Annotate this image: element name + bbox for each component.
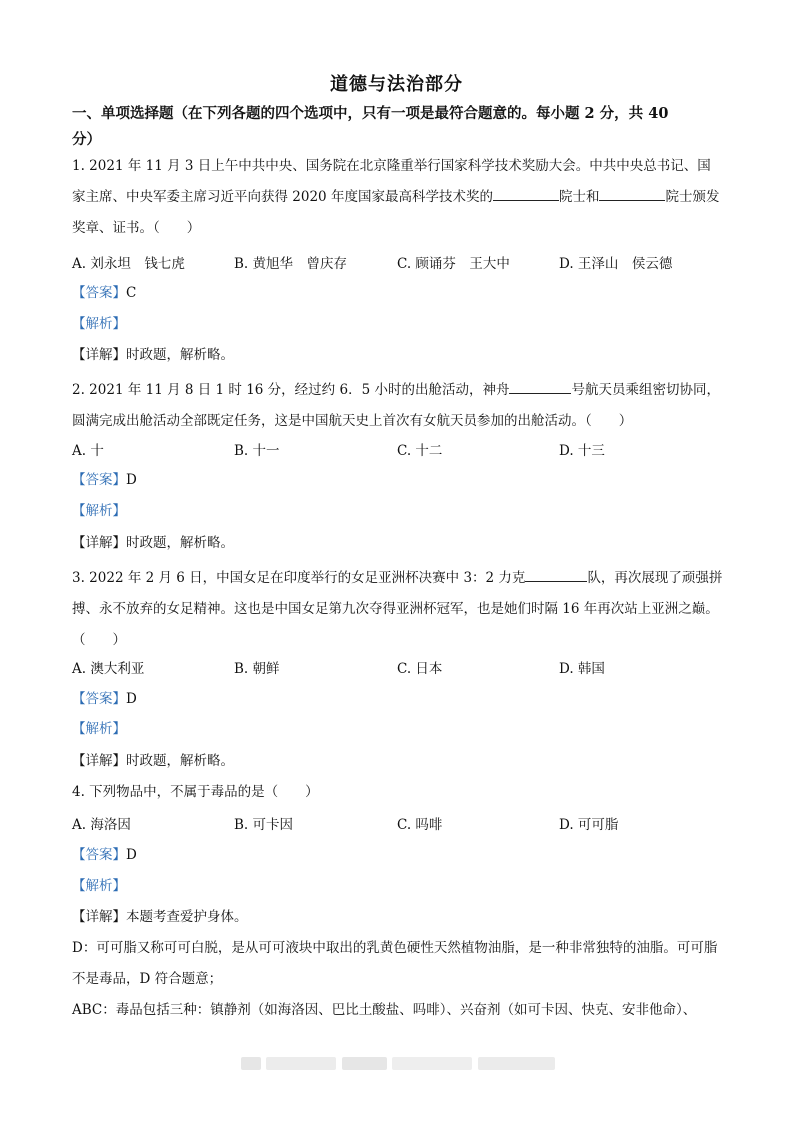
option-a: A. 十 xyxy=(72,443,104,459)
option-c: C. 顾诵芬 王大中 xyxy=(397,256,510,272)
option-b: B. 可卡因 xyxy=(234,817,294,833)
answer-value: C xyxy=(126,285,137,301)
option-b: B. 朝鲜 xyxy=(234,661,280,677)
analysis-label: 【解析】 xyxy=(72,878,126,894)
analysis-label: 【解析】 xyxy=(72,721,126,737)
detail-line: 【详解】时政题，解析略。 xyxy=(72,535,234,551)
answer-blank xyxy=(493,186,559,201)
option-a: A. 澳大利亚 xyxy=(72,661,145,677)
option-b: B. 黄旭华 曾庆存 xyxy=(234,256,348,272)
answer-line: 【答案】C xyxy=(72,285,137,301)
analysis-label: 【解析】 xyxy=(72,316,126,332)
answer-line: 【答案】D xyxy=(72,847,137,863)
watermark-block xyxy=(241,1057,261,1070)
option-a: A. 刘永坦 钱七虎 xyxy=(72,256,185,272)
question-4-options xyxy=(72,813,732,833)
answer-value: D xyxy=(126,691,137,707)
option-d: D. 十三 xyxy=(559,443,605,459)
option-c: C. 十二 xyxy=(397,443,443,459)
option-a: A. 海洛因 xyxy=(72,817,131,833)
detail-line: 【详解】时政题，解析略。 xyxy=(72,347,234,363)
question-4-stem: 4. 下列物品中，不属于毒品的是（ ） xyxy=(72,784,319,800)
option-d: D. 韩国 xyxy=(559,661,605,677)
watermark-block xyxy=(342,1057,387,1070)
question-2-stem: 2. 2021 年 11 月 8 日 1 时 16 分，经过约 6．5 小时的出舱活动，神舟 号航天员乘组密切协同，圆满完成出舱活动全部既定任务，这是中国航天史上首次有女航天员参加的出舱活动。（ ） xyxy=(72,375,724,437)
option-d: D. 可可脂 xyxy=(559,817,619,833)
option-d: D. 王泽山 侯云德 xyxy=(559,256,673,272)
detail-line: 【详解】本题考查爱护身体。 xyxy=(72,909,248,925)
answer-blank xyxy=(599,186,665,201)
answer-value: D xyxy=(126,847,137,863)
watermark-block xyxy=(478,1057,555,1070)
answer-line: 【答案】D xyxy=(72,691,137,707)
explanation-abc: ABC：毒品包括三种：镇静剂（如海洛因、巴比土酸盐、吗啡）、兴奋剂（如可卡因、快克、安非他命）、 xyxy=(72,1002,697,1018)
section-heading xyxy=(72,101,732,153)
page-title: 道德与法治部分 xyxy=(330,74,463,95)
option-c: C. 吗啡 xyxy=(397,817,443,833)
explanation-d: D：可可脂又称可可白脱，是从可可液块中取出的乳黄色硬性天然植物油脂，是一种非常独特的油脂。可可脂不是毒品，D 符合题意； xyxy=(72,940,718,987)
question-3-stem: 3. 2022 年 2 月 6 日，中国女足在印度举行的女足亚洲杯决赛中 3：2 力克 队，再次展现了顽强拼搏、永不放弃的女足精神。这也是中国女足第九次夺得亚洲杯冠军，也是她们时隔 16 年再次站上亚洲之巅。（ ） xyxy=(72,563,724,656)
watermark-block xyxy=(266,1057,336,1070)
answer-line: 【答案】D xyxy=(72,472,137,488)
watermark-block xyxy=(392,1057,472,1070)
question-2-options xyxy=(72,439,732,459)
answer-value: D xyxy=(126,472,137,488)
section-heading-line2: 分） xyxy=(72,131,101,148)
question-1-options xyxy=(72,252,732,272)
option-b: B. 十一 xyxy=(234,443,280,459)
answer-blank xyxy=(525,567,587,582)
detail-line: 【详解】时政题，解析略。 xyxy=(72,753,234,769)
question-3-options xyxy=(72,657,732,677)
section-heading-line1: 一、单项选择题（在下列各题的四个选项中，只有一项是最符合题意的。每小题 2 分，共 40 xyxy=(72,105,669,122)
answer-blank xyxy=(509,379,571,394)
option-c: C. 日本 xyxy=(397,661,443,677)
analysis-label: 【解析】 xyxy=(72,503,126,519)
question-1-stem: 1. 2021 年 11 月 3 日上午中共中央、国务院在北京隆重举行国家科学技术奖励大会。中共中央总书记、国家主席、中央军委主席习近平向获得 2020 年度国家最高科学技术奖的 院士和 院士颁发奖章、证书。（ ） xyxy=(72,158,720,236)
